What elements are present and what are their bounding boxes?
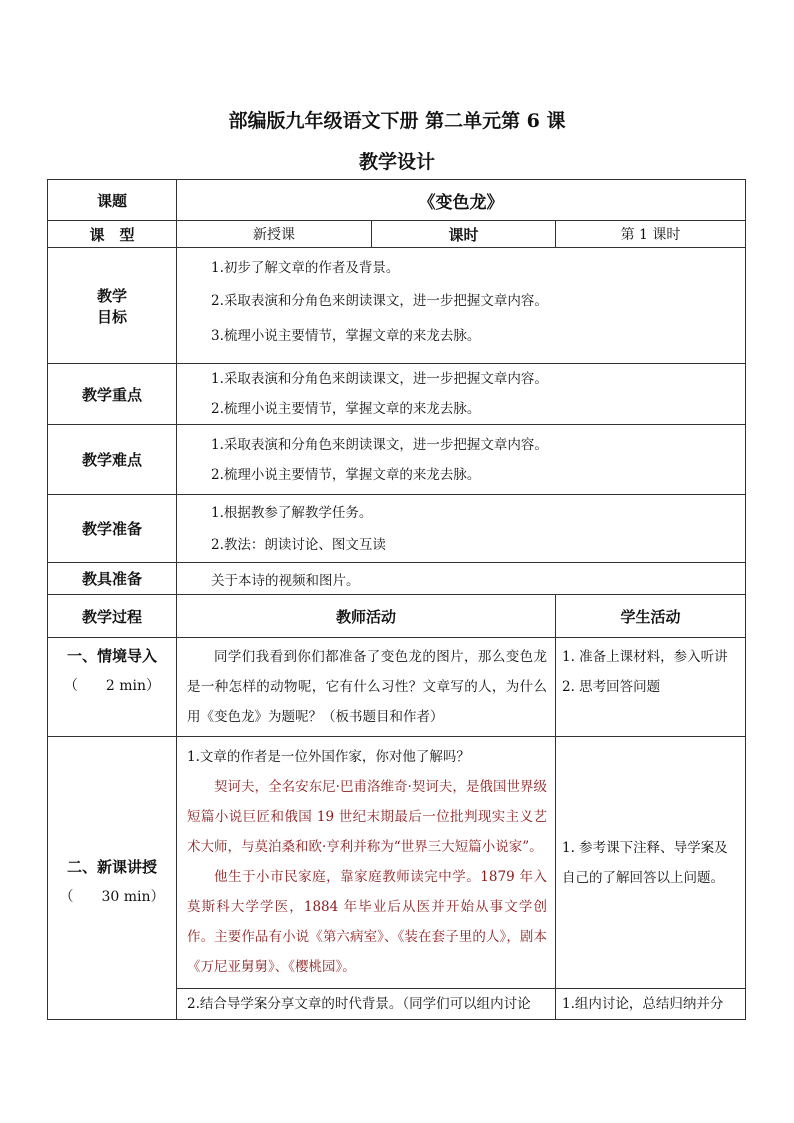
key-point-item-2: 2.梳理小说主要情节，掌握文章的来龙去脉。 <box>211 401 481 417</box>
student-activity-header: 学生活动 <box>556 595 746 638</box>
page-title: 部编版九年级语文下册 第二单元第 6 课 <box>228 110 566 132</box>
key-point-item-1: 1.采取表演和分角色来朗读课文，进一步把握文章内容。 <box>211 371 548 387</box>
stage1-name: 一、情境导入 <box>66 647 157 665</box>
stage1-teacher-text: 同学们我看到你们都准备了变色龙的图片，那么变色龙是一种怎样的动物呢，它有什么习性？文章写的人，为什么用《变色龙》为题呢？（板书题目和作者） <box>187 649 547 725</box>
page-subtitle: 教学设计 <box>358 151 435 173</box>
preparation-item-2: 2.教法：朗读讨论、图文互读 <box>211 536 386 553</box>
hours-value: 第 1 课时 <box>556 221 746 248</box>
equipment-row <box>48 563 746 595</box>
key-points-list <box>177 364 746 425</box>
stage2-student-answer-2: 1.组内讨论，总结归纳并分 <box>562 996 724 1012</box>
lesson-title: 《变色龙》 <box>177 180 746 221</box>
lesson-plan-table <box>47 179 746 1020</box>
stage2-name: 二、新课讲授 <box>66 858 157 876</box>
goals-row <box>48 248 746 364</box>
difficulty-item-2: 2.梳理小说主要情节，掌握文章的来龙去脉。 <box>211 466 481 483</box>
goals-label <box>48 248 177 364</box>
difficulties-list <box>177 425 746 495</box>
goal-item-3: 3.梳理小说主要情节，掌握文章的来龙去脉。 <box>211 328 481 344</box>
process-header-label: 教学过程 <box>48 595 177 638</box>
type-row <box>48 221 746 248</box>
stage2-row <box>48 737 746 989</box>
type-label: 课 型 <box>48 221 177 248</box>
topic-label: 课题 <box>48 180 177 221</box>
topic-row <box>48 180 746 221</box>
goals-label-line2: 目标 <box>96 307 127 326</box>
stage2-question2-cell <box>177 989 556 1020</box>
difficulty-item-1: 1.采取表演和分角色来朗读课文，进一步把握文章内容。 <box>211 436 548 453</box>
stage1-row <box>48 638 746 737</box>
equipment-label: 教具准备 <box>48 563 177 595</box>
stage2-student-answer-1: 1. 参考课下注释、导学案及自己的了解回答以上问题。 <box>562 839 728 886</box>
difficulties-row <box>48 425 746 495</box>
stage1-student-item-1: 1. 准备上课材料，参入听讲 <box>562 649 728 665</box>
key-points-label: 教学重点 <box>48 364 177 425</box>
goal-item-1: 1.初步了解文章的作者及背景。 <box>211 260 400 276</box>
stage2-question2: 2.结合导学案分享文章的时代背景。（同学们可以组内讨论 <box>187 996 531 1012</box>
stage1-cell <box>48 638 177 737</box>
key-points-row <box>48 364 746 425</box>
preparation-label: 教学准备 <box>48 495 177 563</box>
stage2-teacher-cell <box>177 737 556 989</box>
stage1-student-item-2: 2. 思考回答问题 <box>562 679 661 695</box>
process-header-row <box>48 595 746 638</box>
stage2-question1: 1.文章的作者是一位外国作家，你对他了解吗？ <box>187 749 470 765</box>
goals-label-line1: 教学 <box>96 286 127 305</box>
author-intro-paragraph-1: 契诃夫，全名安东尼·巴甫洛维奇·契诃夫，是俄国世界级短篇小说巨匠和俄国 19 世纪末期最后一位批判现实主义艺术大师，与莫泊桑和欧·亨利并称为“世界三大短篇小说家”。 <box>187 779 547 855</box>
preparation-item-1: 1.根据教参了解教学任务。 <box>211 504 373 521</box>
preparation-row <box>48 495 746 563</box>
preparation-list <box>177 495 746 563</box>
stage2-student-answer-2-cell <box>556 989 746 1020</box>
equipment-value: 关于本诗的视频和图片。 <box>177 563 746 595</box>
stage1-time: （ 2 min） <box>63 678 161 694</box>
hours-label: 课时 <box>372 221 556 248</box>
stage2-time: （ 30 min） <box>59 889 165 905</box>
difficulties-label: 教学难点 <box>48 425 177 495</box>
goals-list <box>177 248 746 364</box>
stage1-teacher-cell <box>177 638 556 737</box>
goal-item-2: 2.采取表演和分角色来朗读课文，进一步把握文章内容。 <box>211 293 548 309</box>
teacher-activity-header: 教师活动 <box>177 595 556 638</box>
author-intro-paragraph-2: 他生于小市民家庭，靠家庭教师读完中学。1879 年入莫斯科大学学医，1884 年毕业后从医并开始从事文学创作。主要作品有小说《第六病室》、《装在套子里的人》，剧本《万尼亚舅舅》、《樱桃园》。 <box>187 869 547 975</box>
stage1-student-cell <box>556 638 746 737</box>
stage2-cell <box>48 737 177 1020</box>
stage2-student-cell <box>556 737 746 989</box>
type-value: 新授课 <box>177 221 372 248</box>
